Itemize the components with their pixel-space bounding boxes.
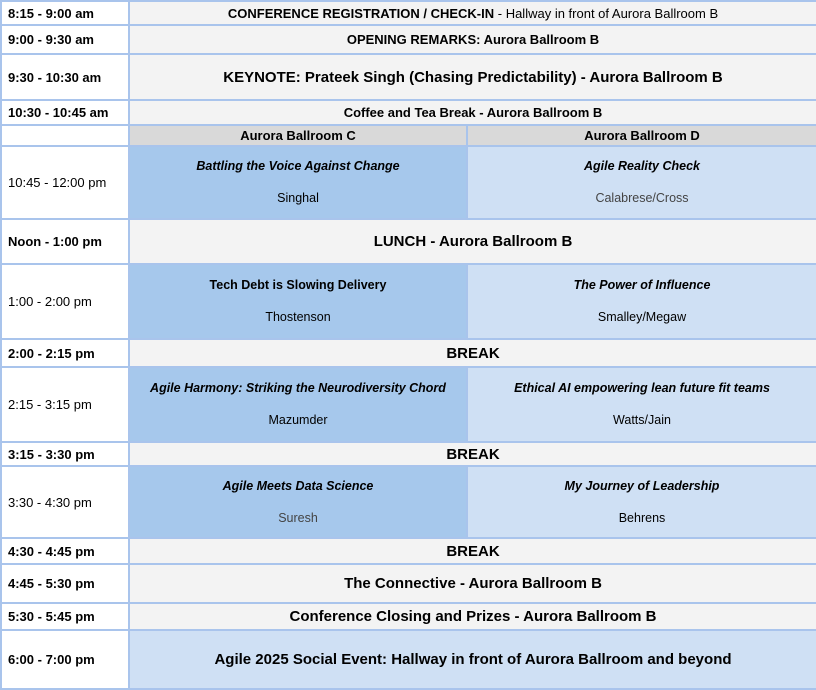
time-cell: 2:15 - 3:15 pm — [1, 367, 129, 442]
session-cell-room-d — [467, 264, 816, 339]
session-row — [1, 146, 816, 219]
registration-location: - Hallway in front of Aurora Ballroom B — [494, 5, 719, 21]
coffee-break-cell: Coffee and Tea Break - Aurora Ballroom B — [129, 100, 816, 125]
registration-cell — [129, 1, 816, 25]
session-row — [1, 466, 816, 538]
session-speaker: Thostenson — [265, 310, 331, 324]
registration-label: CONFERENCE REGISTRATION / CHECK-IN — [227, 5, 495, 21]
schedule-row — [1, 339, 816, 367]
time-cell: Noon - 1:00 pm — [1, 219, 129, 264]
time-cell: 3:15 - 3:30 pm — [1, 442, 129, 466]
time-cell: 3:30 - 4:30 pm — [1, 466, 129, 538]
session-row — [1, 367, 816, 442]
session-title: Battling the Voice Against Change — [196, 159, 400, 173]
session-title: Tech Debt is Slowing Delivery — [209, 278, 387, 292]
session-cell-room-c — [129, 264, 467, 339]
session-title: The Power of Influence — [573, 278, 711, 292]
session-speaker: Behrens — [618, 510, 666, 525]
time-cell: 2:00 - 2:15 pm — [1, 339, 129, 367]
time-cell: 4:45 - 5:30 pm — [1, 564, 129, 603]
session-title: Agile Meets Data Science — [222, 478, 374, 493]
session-cell-room-d — [467, 146, 816, 219]
schedule-row — [1, 564, 816, 603]
session-title: My Journey of Leadership — [564, 478, 720, 493]
session-title: Agile Reality Check — [583, 159, 700, 173]
schedule-row — [1, 603, 816, 630]
connective-cell: The Connective - Aurora Ballroom B — [129, 564, 816, 603]
session-speaker: Mazumder — [268, 413, 328, 427]
schedule-row — [1, 1, 816, 25]
session-cell-room-d — [467, 466, 816, 538]
time-cell: 1:00 - 2:00 pm — [1, 264, 129, 339]
lunch-cell: LUNCH - Aurora Ballroom B — [129, 219, 816, 264]
session-speaker: Smalley/Megaw — [597, 310, 687, 324]
schedule-row — [1, 54, 816, 100]
time-cell: 6:00 - 7:00 pm — [1, 630, 129, 689]
social-event-cell: Agile 2025 Social Event: Hallway in front of Aurora Ballroom and beyond — [129, 630, 816, 689]
time-cell: 10:30 - 10:45 am — [1, 100, 129, 125]
break-cell: BREAK — [129, 538, 816, 564]
session-row — [1, 264, 816, 339]
schedule-row — [1, 630, 816, 689]
break-cell: BREAK — [129, 339, 816, 367]
time-cell: 9:30 - 10:30 am — [1, 54, 129, 100]
room-header-row — [1, 125, 816, 146]
closing-cell: Conference Closing and Prizes - Aurora Ballroom B — [129, 603, 816, 630]
session-speaker: Calabrese/Cross — [595, 191, 689, 205]
session-cell-room-c — [129, 466, 467, 538]
session-speaker: Suresh — [278, 510, 318, 525]
keynote-cell: KEYNOTE: Prateek Singh (Chasing Predictability) - Aurora Ballroom B — [129, 54, 816, 100]
session-title: Ethical AI empowering lean future fit teams — [514, 381, 770, 395]
session-cell-room-d — [467, 367, 816, 442]
session-cell-room-c — [129, 367, 467, 442]
break-cell: BREAK — [129, 442, 816, 466]
blank-cell — [1, 125, 129, 146]
schedule-row — [1, 25, 816, 54]
room-c-header: Aurora Ballroom C — [129, 125, 467, 146]
time-cell: 9:00 - 9:30 am — [1, 25, 129, 54]
session-title: Agile Harmony: Striking the Neurodiversity Chord — [150, 381, 446, 395]
time-cell: 8:15 - 9:00 am — [1, 1, 129, 25]
time-cell: 5:30 - 5:45 pm — [1, 603, 129, 630]
schedule-row — [1, 538, 816, 564]
time-cell: 4:30 - 4:45 pm — [1, 538, 129, 564]
opening-remarks-cell: OPENING REMARKS: Aurora Ballroom B — [129, 25, 816, 54]
schedule-row — [1, 100, 816, 125]
schedule-row — [1, 219, 816, 264]
schedule-row — [1, 442, 816, 466]
session-speaker: Singhal — [277, 191, 319, 205]
time-cell: 10:45 - 12:00 pm — [1, 146, 129, 219]
room-d-header: Aurora Ballroom D — [467, 125, 816, 146]
session-cell-room-c — [129, 146, 467, 219]
session-speaker: Watts/Jain — [613, 413, 671, 427]
